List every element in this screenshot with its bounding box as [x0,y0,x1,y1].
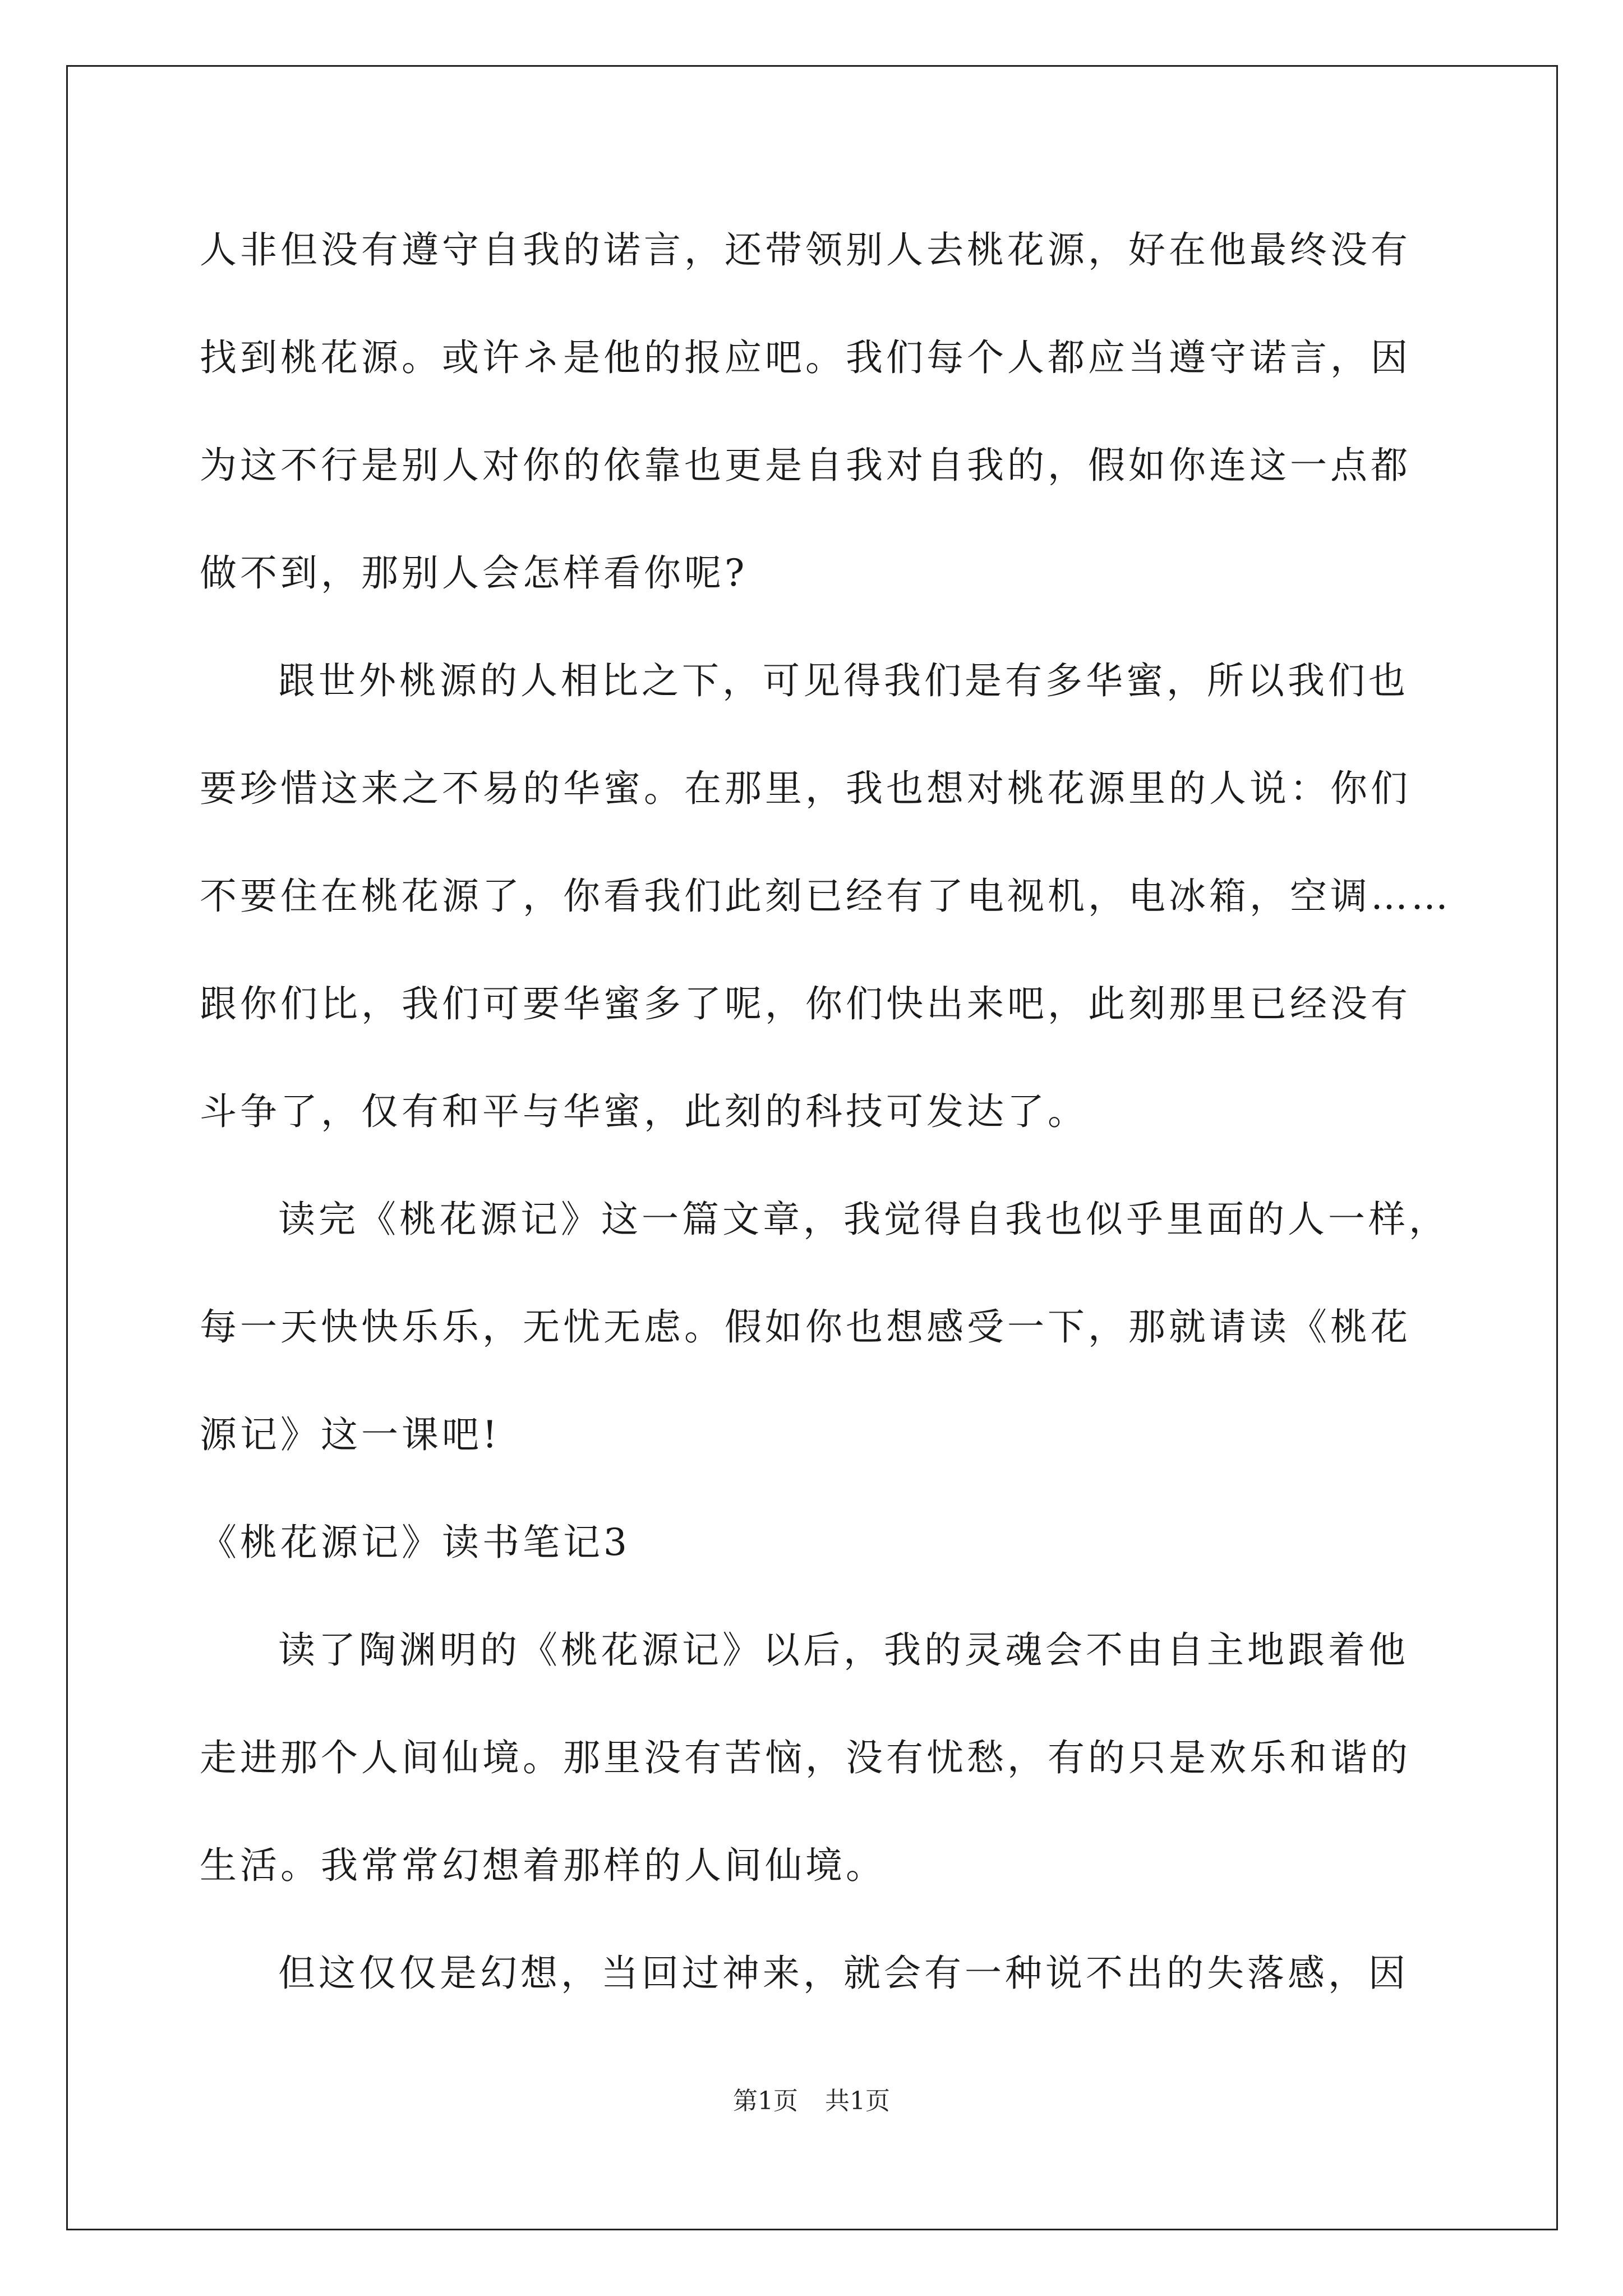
text-line: 斗争了，仅有和平与华蜜，此刻的科技可发达了。 [200,1090,1088,1133]
page-frame [66,65,1558,2230]
text-line: 生活。我常常幻想着那样的人间仙境。 [200,1844,886,1887]
text-line: 跟你们比，我们可要华蜜多了呢，你们快出来吧，此刻那里已经没有 [200,982,1411,1025]
paragraph-start-line: 读完《桃花源记》这一篇文章，我觉得自我也似乎里面的人一样， [278,1198,1449,1241]
paragraph-start-line: 读了陶渊明的《桃花源记》以后，我的灵魂会不由自主地跟着他 [278,1628,1409,1672]
page-footer [0,2085,1623,2118]
text-line: 要珍惜这来之不易的华蜜。在那里，我也想对桃花源里的人说：你们 [200,767,1411,810]
text-line: 人非但没有遵守自我的诺言，还带领别人去桃花源，好在他最终没有 [200,228,1411,272]
text-line: 源记》这一课吧! [200,1413,501,1456]
text-line: 走进那个人间仙境。那里没有苦恼，没有忧愁，有的只是欢乐和谐的 [200,1736,1411,1779]
page-number: 第1页 [733,2087,798,2115]
page-total: 共1页 [825,2087,890,2115]
text-line: 每一天快快乐乐，无忧无虑。假如你也想感受一下，那就请读《桃花 [200,1305,1411,1349]
text-line: 做不到，那别人会怎样看你呢? [200,551,748,595]
text-line: 不要住在桃花源了，你看我们此刻已经有了电视机，电冰箱，空调…… [200,875,1451,918]
text-line: 找到桃花源。或许ネ是他的报应吧。我们每个人都应当遵守诺言，因 [200,336,1411,379]
section-heading: 《桃花源记》读书笔记3 [200,1521,630,1564]
paragraph-start-line: 但这仅仅是幻想，当回过神来，就会有一种说不出的失落感，因 [278,1952,1409,1995]
text-line: 为这不行是别人对你的依靠也更是自我对自我的，假如你连这一点都 [200,444,1411,487]
paragraph-start-line: 跟世外桃源的人相比之下，可见得我们是有多华蜜，所以我们也 [278,659,1409,702]
